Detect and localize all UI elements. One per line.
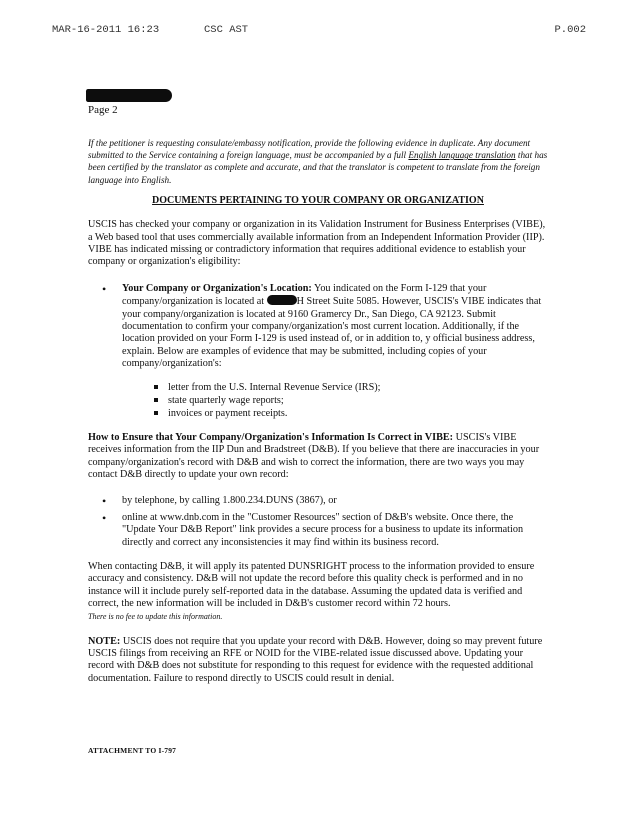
note-label: NOTE: bbox=[88, 635, 121, 647]
fax-date-time: MAR-16-2011 16:23 bbox=[52, 24, 160, 36]
fax-page-number: P.002 bbox=[554, 24, 586, 36]
translation-requirement-underlined: English language translation bbox=[408, 150, 516, 161]
ensure-paragraph: How to Ensure that Your Company/Organization's Information Is Correct in VIBE: USCIS's VIBE receives information from the IIP Dun and Bradstreet (D&B). If you believe that there are inaccuracies in your company/organization's record with D&B and wish to correct the information, there are two ways you may contact D&B directly to update your own record: bbox=[88, 431, 540, 480]
location-item: • Your Company or Organization's Location: You indicated on the Form I-129 that your company/organization is located at H Street Suite 5085. However, USCIS's VIBE indicates that your company/organization is located at 9160 Gramercy Dr., San Diego, CA 92123. Submit documentation to confirm your company/organization's most current location. Additionally, if the location provided on your Form I-129 is used instead of, or in addition to, y official business address, explain. Below are examples of evidence that may be submitted, including copies of your company/organization's: letter from the U.S. Internal Revenue Service (IRS); state quarterly wage reports; invoices or payment receipts. bbox=[88, 283, 548, 420]
evidence-item: letter from the U.S. Internal Revenue Service (IRS); bbox=[122, 381, 548, 394]
translation-notice: If the petitioner is requesting consulate/embassy notification, provide the following evidence in duplicate. Any document submitted to the Service containing a foreign language, must be accompanied by a full English language translation that has been certified by the translator as complete and accurate, and that the translator is competent to translate from the foreign language into English. bbox=[88, 138, 548, 185]
evidence-item: invoices or payment receipts. bbox=[122, 407, 548, 420]
dunsright-paragraph: When contacting D&B, it will apply its patented DUNSRIGHT process to the information provided to ensure accuracy and consistency. D&B will not update the record before this quality check is performed and in no instance will it include purely self-reported data in the database. Assuming the updated data is verified and correct, the new information will be included in D&B's customer record within 72 hours. There is no fee to update this information. bbox=[88, 561, 548, 622]
location-item-label: Your Company or Organization's Location: bbox=[122, 282, 312, 294]
redacted-street-number bbox=[267, 295, 297, 305]
page-label: Page 2 bbox=[88, 104, 118, 116]
section-heading: DOCUMENTS PERTAINING TO YOUR COMPANY OR ORGANIZATION bbox=[152, 194, 484, 206]
contact-method-phone: • by telephone, by calling 1.800.234.DUNS (3867), or bbox=[88, 495, 548, 507]
document-body bbox=[88, 137, 548, 699]
contact-method-online: • online at www.dnb.com in the "Customer Resources" section of D&B's website. Once there, the "Update Your D&B Report" link provides a secure process for a business to update its information directly and correct any inconsistencies it may find within its business record. bbox=[88, 512, 548, 549]
contact-method-list bbox=[88, 495, 548, 549]
vibe-intro-paragraph: USCIS has checked your company or organization in its Validation Instrument for Business Enterprises (VIBE), a Web based tool that uses commercially available information from an Independent Information Provider (IIP). VIBE has indicated missing or contradictory information that requires additional evidence to establish your company or organization's eligibility: bbox=[88, 219, 546, 268]
redacted-name-block bbox=[86, 89, 172, 102]
note-paragraph: NOTE: USCIS does not require that you update your record with D&B. However, doing so may prevent future USCIS filings from receiving an RFE or NOID for the VIBE-related issue discussed above. Updating your record with D&B does not substitute for responding to this request for evidence with the requested additional documentation. Failure to respond directly to USCIS could result in denial. bbox=[88, 635, 543, 684]
no-fee-note: There is no fee to update this information. bbox=[88, 611, 223, 621]
fax-header bbox=[52, 24, 586, 38]
evidence-item: state quarterly wage reports; bbox=[122, 394, 548, 407]
attachment-label: ATTACHMENT TO I-797 bbox=[88, 746, 177, 755]
fax-sender: CSC AST bbox=[204, 24, 249, 36]
evidence-list bbox=[122, 381, 548, 420]
location-bullet-list bbox=[88, 283, 548, 420]
ensure-label: How to Ensure that Your Company/Organization's Information Is Correct in VIBE: bbox=[88, 431, 454, 443]
